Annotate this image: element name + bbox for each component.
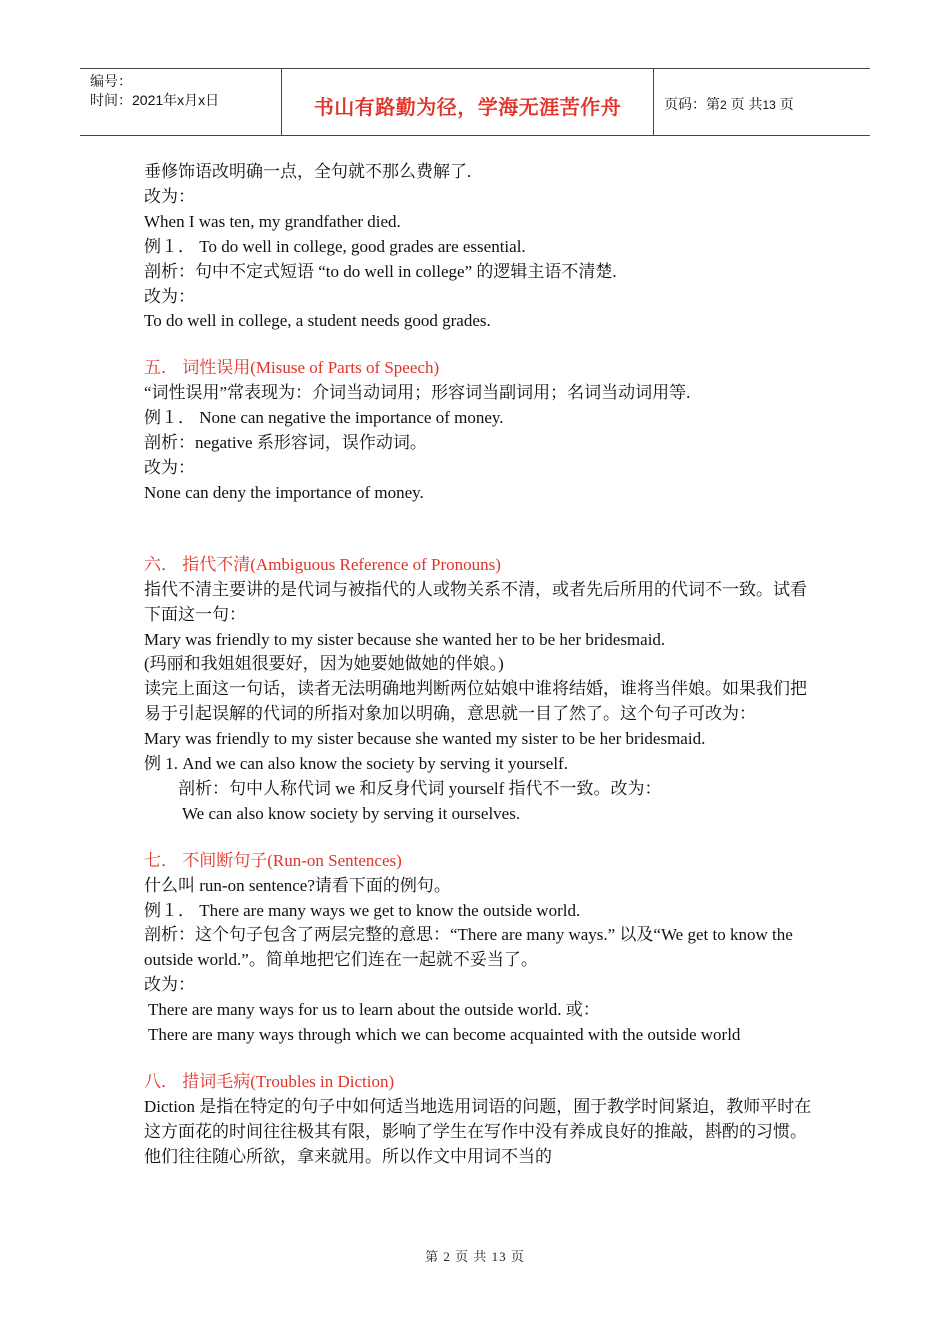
example-sentence: Mary was friendly to my sister because she wanted my sister to be her bridesmaid.	[144, 729, 706, 749]
analysis-line: 剖析：句中不定式短语 “to do well in college” 的逻辑主语不清楚.	[144, 261, 617, 281]
example-sentence: When I was ten, my grandfather died.	[144, 211, 401, 231]
page-number: 2	[720, 98, 727, 112]
section-heading-8: 八． 措词毛病(Troubles in Diction)	[144, 1072, 395, 1091]
example-line: 例 1. And we can also know the society by serving it yourself.	[144, 754, 568, 774]
serial-label: 编号：	[90, 73, 132, 89]
example-sentence: We can also know society by serving it ourselves.	[182, 803, 521, 823]
analysis-line: 剖析：negative 系形容词，误作动词。	[144, 433, 427, 453]
analysis-line: 剖析：句中人称代词 we 和反身代词 yourself 指代不一致。改为：	[178, 778, 662, 798]
page-total: 13	[762, 98, 776, 112]
page-end: 页	[779, 96, 794, 112]
text-line: 改为：	[144, 457, 195, 477]
page-mid: 页 共	[730, 96, 763, 112]
example-line: 例１． To do well in college, good grades are essential.	[144, 236, 526, 256]
header-page-cell	[654, 69, 870, 135]
example-sentence: None can deny the importance of money.	[144, 482, 424, 502]
section-heading-6: 六． 指代不清(Ambiguous Reference of Pronouns)	[144, 554, 501, 574]
example-sentence: To do well in college, a student needs good grades.	[144, 311, 491, 331]
example-sentence: There are many ways for us to learn about the outside world. 或：	[148, 1000, 600, 1020]
page-label: 页码：第	[664, 96, 720, 112]
example-sentence: Mary was friendly to my sister because she wanted her to be her bridesmaid.	[144, 629, 666, 649]
header-motto-cell	[282, 69, 654, 135]
paragraph: 指代不清主要讲的是代词与被指代的人或物关系不清，或者先后所用的代词不一致。试看下面这一句：	[144, 579, 807, 624]
example-line: 例１． There are many ways we get to know the outside world.	[144, 900, 581, 920]
text-line: 改为：	[144, 286, 195, 306]
example-line: 例１． None can negative the importance of money.	[144, 408, 504, 428]
time-label: 时间：2021年x月x日	[90, 92, 220, 108]
text-line: 改为：	[144, 975, 195, 995]
page-footer: 第 2 页 共 13 页	[425, 1249, 525, 1264]
text-line: 垂修饰语改明确一点，全句就不那么费解了.	[144, 162, 472, 181]
paragraph: Diction 是指在特定的句子中如何适当地选用词语的问题，囿于教学时间紧迫，教师平时在这方面花的时间往往极其有限，影响了学生在写作中没有养成良好的推敲，斟酌的习惯。他们往往随心所欲，拿来就用。所以作文中用词不当的	[144, 1096, 812, 1166]
analysis-paragraph: 剖析：这个句子包含了两层完整的意思：“There are many ways.” 以及“We get to know the outside world.”。简单地把它们连在一起就不妥当了。	[144, 925, 793, 970]
text-line: “词性误用”常表现为：介词当动词用；形容词当副词用；名词当动词用等.	[144, 383, 691, 403]
header-meta	[80, 69, 282, 135]
translation-line: (玛丽和我姐姐很要好，因为她要她做她的伴娘。)	[144, 654, 504, 674]
page-info	[664, 94, 794, 114]
text-line: 什么叫 run-on sentence?请看下面的例句。	[144, 875, 451, 895]
section-heading-5: 五． 词性误用(Misuse of Parts of Speech)	[144, 358, 440, 378]
document-body	[144, 160, 814, 1170]
example-sentence: There are many ways through which we can become acquainted with the outside world	[148, 1025, 741, 1045]
motto: 书山有路勤为径，学海无涯苦作舟	[313, 95, 622, 119]
paragraph: 读完上面这一句话，读者无法明确地判断两位姑娘中谁将结婚，谁将当伴娘。如果我们把易于引起误解的代词的所指对象加以明确，意思就一目了然了。这个句子可改为：	[144, 679, 807, 724]
text-line: 改为：	[144, 186, 195, 206]
section-heading-7: 七． 不间断句子(Run-on Sentences)	[144, 850, 402, 870]
document-header	[80, 68, 870, 136]
